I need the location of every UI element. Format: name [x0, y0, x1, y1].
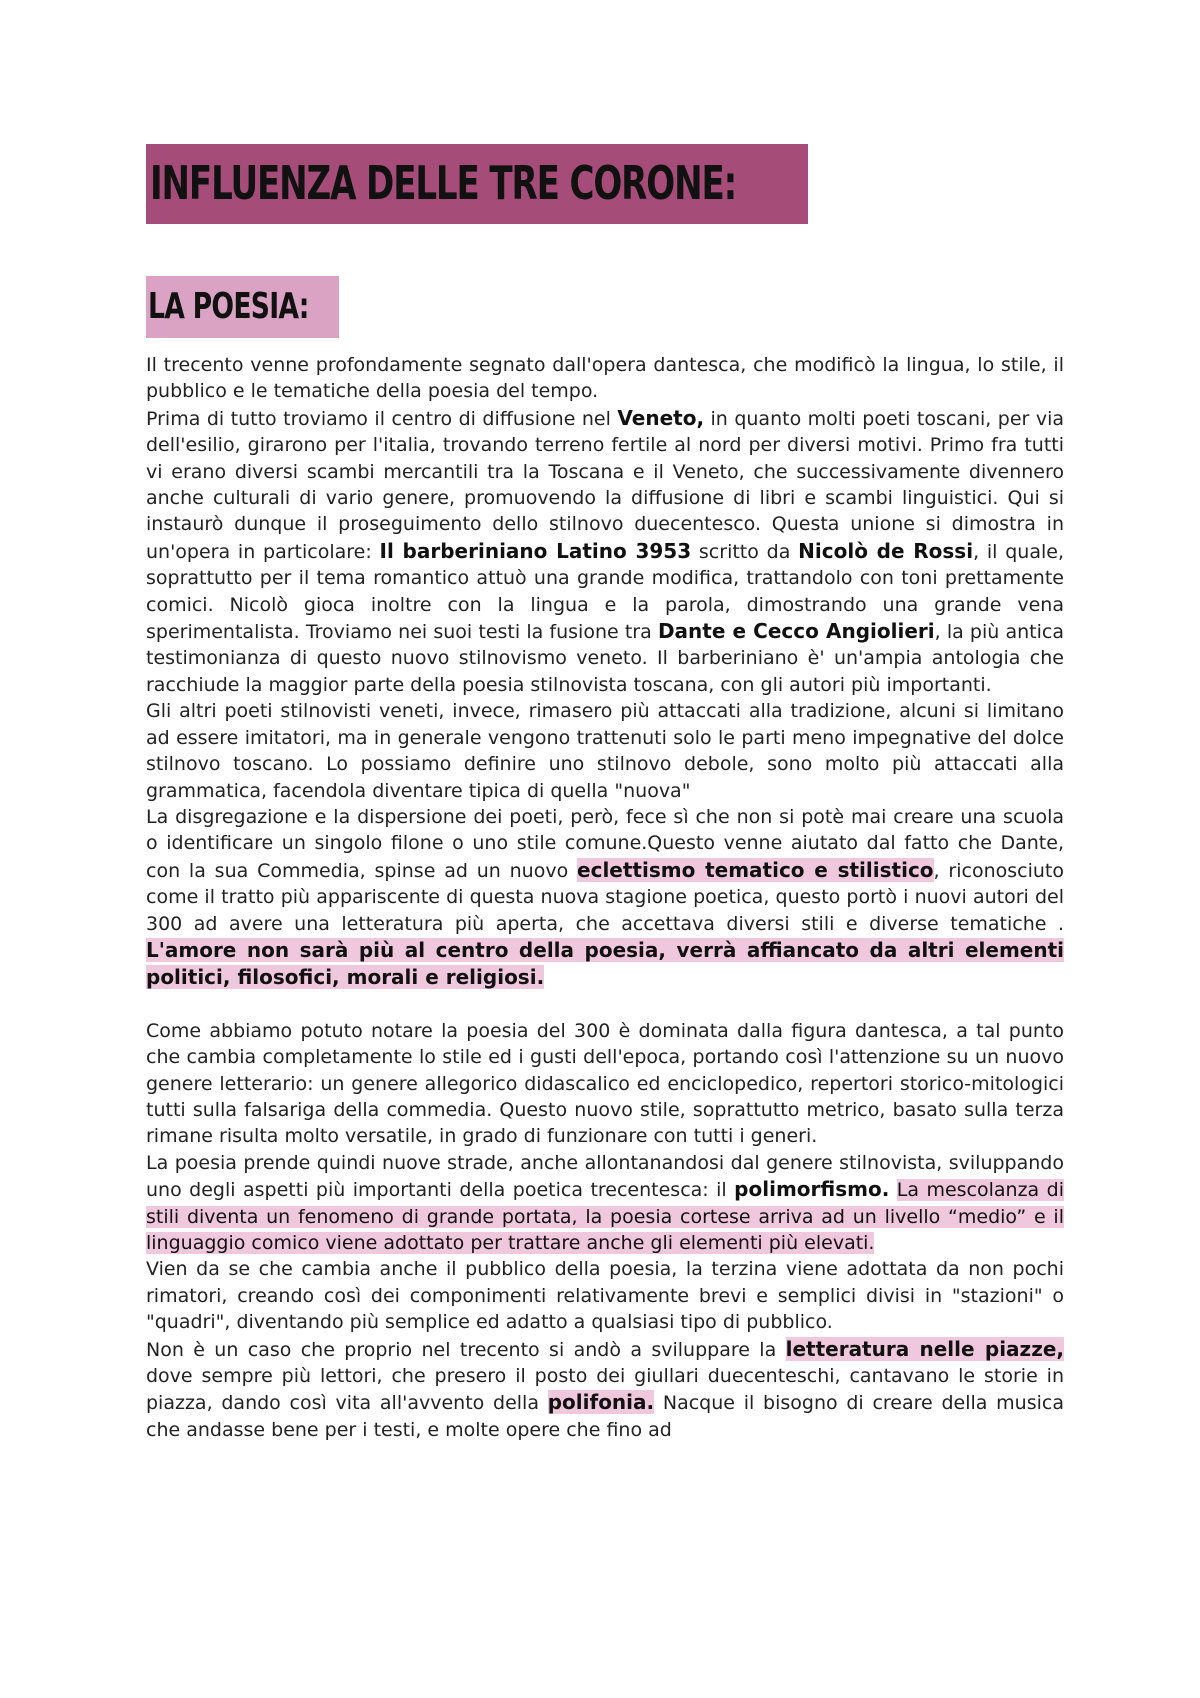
- text-run: scritto da: [691, 540, 799, 563]
- text-run: , il quale, soprattutto per il tema romantico attuò una grande modifica, trattandolo con toni prettamente comici. Nicolò gioca inoltre con la lingua e la parola, dimostrando una grande vena sperimentalista. Troviamo nei suoi testi la fusione tra: [146, 540, 1064, 644]
- text-run: Il trecento venne profondamente segnato dall'opera dantesca, che modificò la lingua, lo stile, il pubblico e le tematiche della poesia del tempo.: [146, 354, 1064, 403]
- text-run: , la più antica testimonianza di questo nuovo stilnovismo veneto. Il barberiniano è' un'ampia antologia che racchiude la maggior parte della poesia stilnovista toscana, con gli autori più importanti.: [146, 621, 1064, 696]
- text-run: La poesia prende quindi nuove strade, anche allontanandosi dal genere stilnovista, sviluppando uno degli aspetti più importanti della poetica trecentesca: il: [146, 1151, 1064, 1202]
- highlighted-text: La mescolanza di stili diventa un fenomeno di grande portata, la poesia cortese arriva ad un livello “medio” e il linguaggio comico viene adottato per trattare anche gli elementi più elevati.: [146, 1179, 1065, 1254]
- highlighted-text: eclettismo tematico e stilistico: [577, 857, 934, 882]
- text-run: Non è un caso che proprio nel trecento si andò a sviluppare la: [146, 1338, 786, 1361]
- paragraph-p4: [146, 804, 1064, 992]
- text-run: , riconosciuto come il tratto più appariscente di questa nuova stagione poetica, questo portò i nuovi autori del 300 ad avere una letteratura più aperta, che accettava diversi stili e diverse tematiche .: [146, 859, 1064, 935]
- text-run: La disgregazione e la dispersione dei poeti, però, fece sì che non si potè mai creare una scuola o identificare un singolo filone o uno stile comune.Questo venne aiutato dal fatto che Dante, con la sua Commedia, spinse ad un nuovo: [146, 805, 1064, 882]
- text-run: Nacque il bisogno di creare della musica che andasse bene per i testi, e molte opere che fino ad: [146, 1392, 1064, 1441]
- paragraph-p6: [146, 1150, 1064, 1257]
- bold-text: Veneto,: [617, 405, 705, 430]
- highlighted-text: polifonia.: [547, 1390, 655, 1415]
- section-heading: LA POESIA:: [148, 286, 309, 327]
- page-title: INFLUENZA DELLE TRE CORONE:: [150, 156, 737, 210]
- bold-text: polimorfismo.: [734, 1177, 890, 1202]
- paragraph-p5: [146, 1018, 1064, 1150]
- bold-text: Dante e Cecco Angiolieri: [657, 619, 935, 644]
- bold-text: Il barberiniano Latino 3953: [379, 538, 692, 563]
- paragraph-p8: [146, 1336, 1064, 1444]
- paragraph-p3: [146, 698, 1064, 804]
- highlighted-text: L'amore non sarà più al centro della poesia, verrà affiancato da altri elementi politici, filosofici, morali e religiosi.: [146, 937, 1064, 990]
- text-run: Prima di tutto troviamo il centro di diffusione nel: [146, 407, 618, 430]
- bold-text: Nicolò de Rossi: [798, 538, 974, 563]
- paragraph-p2: [146, 405, 1064, 698]
- highlighted-text: letteratura nelle piazze,: [785, 1336, 1064, 1361]
- text-run: Gli altri poeti stilnovisti veneti, invece, rimasero più attaccati alla tradizione, alcuni si limitano ad essere imitatori, ma in generale vengono trattenuti solo le parti meno impegnative del dolce stilnovo toscano. Lo possiamo definire uno stilnovo debole, sono molto più attaccati alla grammatica, facendola diventare tipica di quella "nuova": [146, 700, 1064, 802]
- text-run: in quanto molti poeti toscani, per via dell'esilio, girarono per l'italia, trovando terreno fertile al nord per diversi motivi. Primo fra tutti vi erano diversi scambi mercantili tra la Toscana e il Veneto, che successivamente divennero anche culturali di vario genere, promuovendo la diffusione di libri e scambi linguistici. Qui si instaurò dunque il proseguimento dello stilnovo duecentesco. Questa unione si dimostra in un'opera in particolare:: [146, 407, 1064, 563]
- text-run: Come abbiamo potuto notare la poesia del 300 è dominata dalla figura dantesca, a tal punto che cambia completamente lo stile ed i gusti dell'epoca, portando così l'attenzione su un nuovo genere letterario: un genere allegorico didascalico ed enciclopedico, repertori storico-mitologici tutti sulla falsariga della commedia. Questo nuovo stile, soprattutto metrico, basato sulla terza rimane risulta molto versatile, in grado di funzionare con tutti i generi.: [146, 1019, 1064, 1148]
- text-run: dove sempre più lettori, che presero il posto dei giullari duecenteschi, cantavano le storie in piazza, dando così vita all'avvento della: [146, 1365, 1064, 1415]
- paragraph-p7: [146, 1256, 1064, 1335]
- text-run: Vien da se che cambia anche il pubblico della poesia, la terzina viene adottata da non pochi rimatori, creando così dei componimenti relativamente brevi e semplici divisi in "stazioni" o "quadri", diventando più semplice ed adatto a qualsiasi tipo di pubblico.: [146, 1258, 1064, 1334]
- text-run: [889, 1179, 896, 1201]
- paragraph-p1: [146, 352, 1064, 405]
- body-text: [146, 352, 1064, 1443]
